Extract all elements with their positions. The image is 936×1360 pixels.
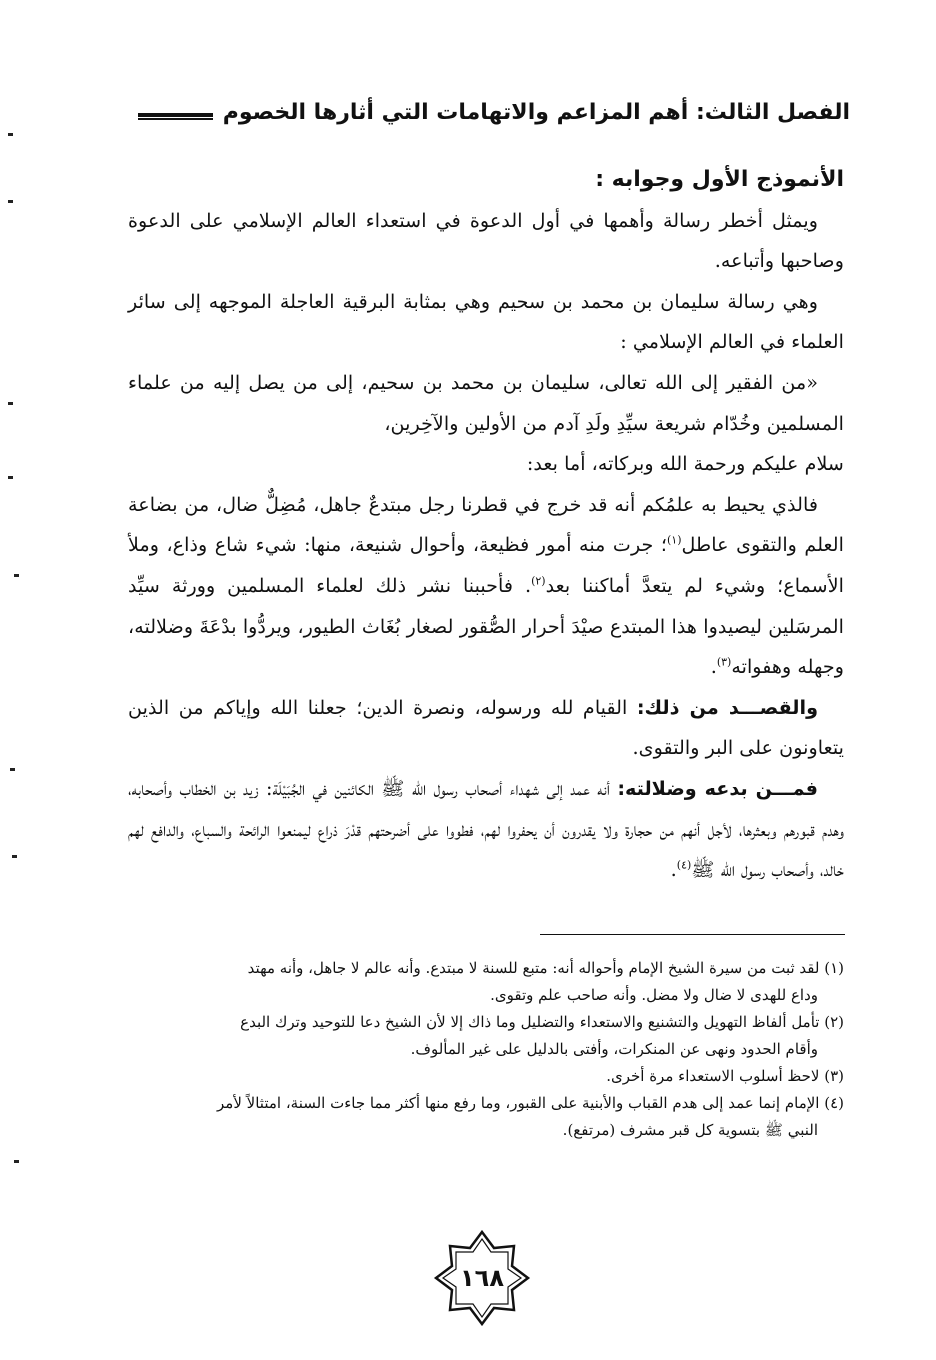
paragraph-6 <box>128 688 844 769</box>
running-header <box>138 92 850 132</box>
footnote-1: (١) لقد ثبت من سيرة الشيخ الإمام وأحواله أنه: متبع للسنة لا مبتدع. وأنه عالم لا جاهل، وأنه مهتد <box>247 959 844 977</box>
paragraph-7-text: أنه عمد إلى شهداء أصحاب رسول الله ﷺ الكائنين في الجُبَيْلَة: زيد بن الخطاب وأصحابه، وهدم قبورهم وبعثرها، لأجل أنهم من حجارة ولا يقدرون أن يحفروا لهم، فطووا على أضرحتهم قدْرَ ذراع ليمنعوا الرائحة والسباع، والدافع لهم خالد، وأصحاب رسول الله ﷺ <box>128 776 844 882</box>
footnote-2: (٢) تأمل ألفاظ التهويل والتشنيع والاستعداء والتضليل وما ذاك إلا لأن الشيخ دعا للتوحيد وترك البدع <box>240 1013 844 1031</box>
footnote-ref-2: (٢) <box>531 574 546 588</box>
page-number-badge <box>432 1228 532 1328</box>
section-title: الأنموذج الأول وجوابه : <box>595 167 844 192</box>
footnote-separator <box>540 934 845 935</box>
paragraph-7-end: . <box>670 858 677 882</box>
paragraph-2: وهي رسالة سليمان بن محمد بن سحيم وهي بمثابة البرقية العاجلة الموجهه إلى سائر العلماء في العالم الإسلامي : <box>128 289 844 354</box>
main-text <box>128 160 844 891</box>
scan-mark <box>14 1160 19 1163</box>
footnote-4: (٤) الإمام إنما عمد إلى هدم القباب والأبنية على القبور، وما رفع منها أكثر مما جاءت السنة، امتثالاً لأمر <box>217 1094 844 1112</box>
paragraph-6-text: القيام لله ورسوله، ونصرة الدين؛ جعلنا الله وإياكم من الذين يتعاونون على البر والتقوى. <box>128 695 844 760</box>
scan-mark <box>8 133 13 136</box>
scan-mark <box>10 768 15 771</box>
scan-mark <box>8 402 13 405</box>
paragraph-4: سلام عليكم ورحمة الله وبركاته، أما بعد: <box>526 452 844 476</box>
footnote-1-continued: وداع للهدى لا ضال ولا مضل. وأنه صاحب علم وتقوى. <box>490 986 818 1004</box>
paragraph-7-lead: فمـــن بدعه وضلالته: <box>617 776 818 800</box>
paragraph-5-part-2: ؛ جرت منه أمور فظيعة، وأحوال شنيعة، منها: شيء شاع وذاع، وملأ الأسماع؛ وشيء لم يتعدَّ أماكننا بعد <box>128 533 844 597</box>
header-rule <box>138 113 213 120</box>
paragraph-6-lead: والقصـــد من ذلك: <box>636 695 819 719</box>
paragraph-5-part-4: . <box>710 655 717 679</box>
scan-mark <box>12 855 17 858</box>
paragraph-7 <box>128 769 844 891</box>
footnote-4-continued: النبي ﷺ بتسوية كل قبر مشرف (مرتفع). <box>562 1121 818 1139</box>
chapter-title: الفصل الثالث: أهم المزاعم والاتهامات التي أثارها الخصوم <box>222 99 850 125</box>
footnote-ref-1: (١) <box>666 533 682 547</box>
page-number: ١٦٨ <box>460 1264 504 1292</box>
footnote-3: (٣) لاحظ أسلوب الاستعداء مرة أخرى. <box>606 1067 844 1085</box>
footnotes <box>128 955 844 1144</box>
footnote-ref-3: (٣) <box>716 655 732 669</box>
scan-mark <box>8 200 13 203</box>
footnote-2-continued: وأقام الحدود ونهى عن المنكرات، وأفتى بالدليل على غير المألوف. <box>410 1040 818 1058</box>
paragraph-5 <box>128 485 844 688</box>
paragraph-1: ويمثل أخطر رسالة وأهمها في أول الدعوة في استعداء العالم الإسلامي على الدعوة وصاحبها وأتباعه. <box>128 208 844 273</box>
paragraph-5-part-3: . فأحببنا نشر ذلك لعلماء المسلمين وورثة سيِّد المرسَلين ليصيدوا هذا المبتدع صيْدَ أحرار الصُّقور لصغار بُغَاث الطيور، ويردُّوا بدْعَةَ وضلالته، وجهله وهفواته <box>128 573 844 679</box>
scan-mark <box>8 476 13 479</box>
paragraph-3: «من الفقير إلى الله تعالى، سليمان بن محمد بن سحيم، إلى من يصل إليه من علماء المسلمين وخُدّام شريعة سيِّدِ ولَدِ آدم من الأولين والآخِرين، <box>128 370 844 435</box>
paragraph-5-part-1: فالذي يحيط به علمُكم أنه قد خرج في قطرنا رجل مبتدعٌ جاهل، مُضِلٌّ ضال، من بضاعة العلم والتقوى عاطل <box>128 492 844 557</box>
footnote-ref-4: (٤) <box>676 858 692 872</box>
scan-mark <box>14 574 19 577</box>
